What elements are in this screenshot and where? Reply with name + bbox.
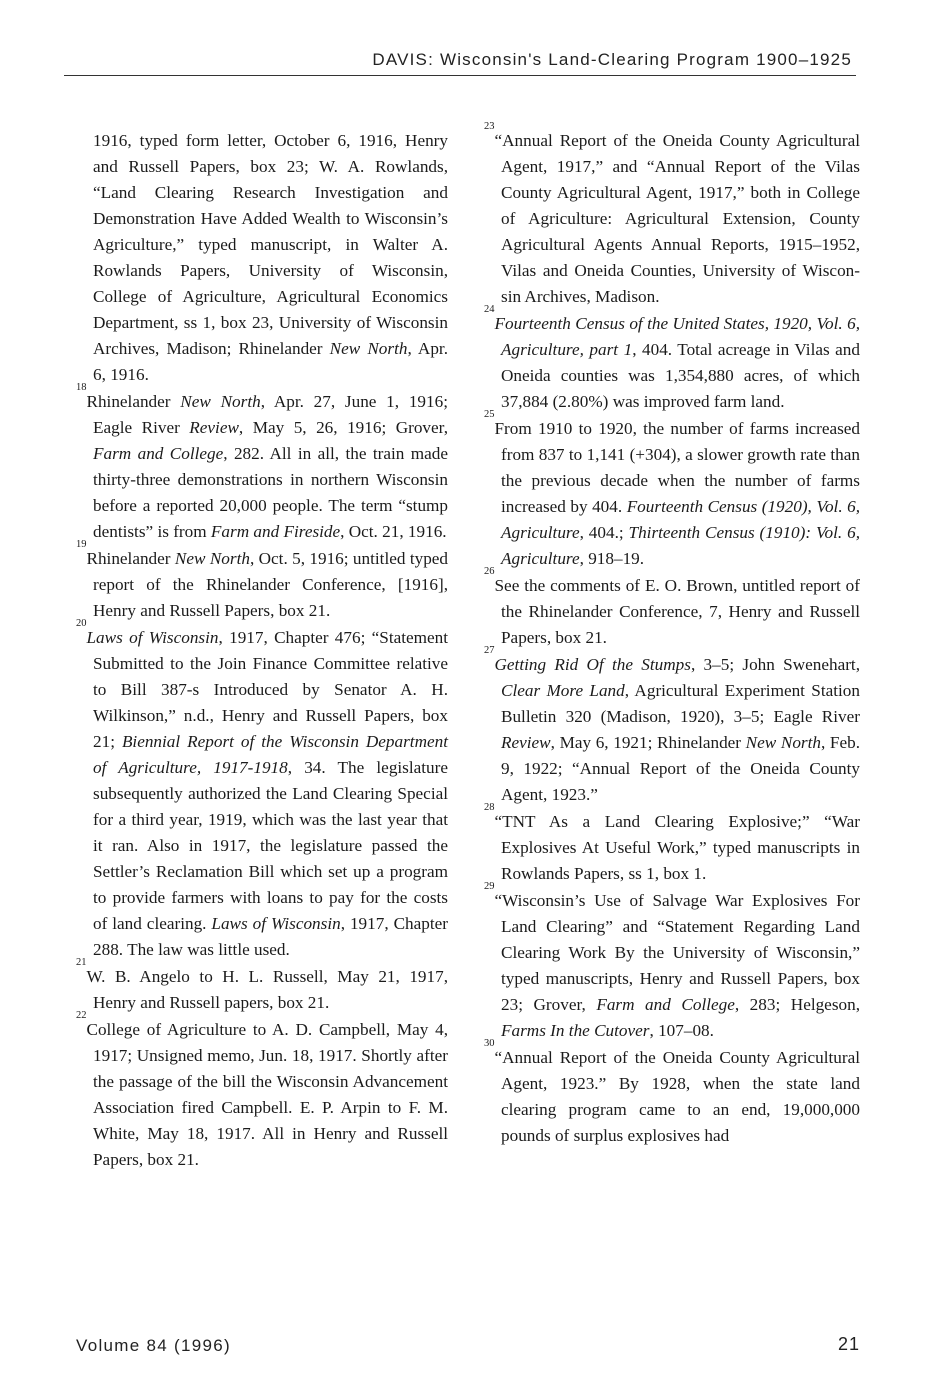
footnote-number: 25 <box>484 409 495 420</box>
footnote-27: $^{27}$Getting Rid Of the Stumps, 3–5; John Swenehart, Clear More Land, Agricultural Experiment Station Bulletin 320 (Madison, 1920), 3–5; Eagle River Review, May 6, 1921; Rhinelander New North, Feb. 9, 1922; “Annual Report of the Oneida County Agent, 1923.” <box>484 645 861 804</box>
footnote-number: 21 <box>76 957 87 968</box>
footnote-number: 24 <box>484 304 495 315</box>
footnote-23: $^{23}$“Annual Report of the Oneida County Agricultural Agent, 1917,” and “Annual Report of the Vilas County Agricultural Agent, 1917,” both in College of Agriculture: Agricultural Extension, County Agricultural Agents Annual Reports, 1915–1952, Vilas and Oneida Counties, University of Wisconsin Archives, Madison. <box>484 121 860 306</box>
footnote-26: $^{26}$See the comments of E. O. Brown, untitled report of the Rhinelander Conference, 7, Henry and Russell Papers, box 21. <box>484 566 860 647</box>
footnote-29: $^{29}$“Wisconsin’s Use of Salvage War Explosives For Land Clearing” and “Statement Regarding Land Clearing Work By the University of Wisconsin,” typed manuscripts, Henry and Russell Papers, box 23; Grover, Farm and College, 283; Helgeson, Farms In the Cutover, 107–08. <box>484 881 860 1040</box>
footnote-number: 28 <box>484 802 495 813</box>
footnote-number: 18 <box>76 382 87 393</box>
left-column <box>76 128 448 1174</box>
footnote-24: $^{24}$Fourteenth Census of the United States, 1920, Vol. 6, Agriculture, part 1, 404. Total acreage in Vilas and Oneida counties was 1,354,880 acres, of which 37,884 (2.80%) was improved farm land. <box>484 304 860 411</box>
footnote-21: $^{21}$W. B. Angelo to H. L. Russell, May 21, 1917, Henry and Russell papers, box 21. <box>76 957 448 1012</box>
footnote-22: $^{22}$College of Agriculture to A. D. Campbell, May 4, 1917; Unsigned memo, Jun. 18, 1917. Shortly after the passage of the bill the Wisconsin Advancement Association fired Campbell. E. P. Arpin to F. M. White, May 18, 1917. All in Henry and Russell Papers, box 21. <box>76 1010 448 1169</box>
right-column <box>484 121 861 1150</box>
footnote-number: 23 <box>484 121 495 132</box>
footnote-25: $^{25}$From 1910 to 1920, the number of farms increased from 837 to 1,141 (+304), a slower growth rate than the previous decade when the number of farms increased by 404. Fourteenth Census (1920), Vol. 6, Agriculture, 404.; Thirteenth Census (1910): Vol. 6, Agriculture, 918–19. <box>484 409 861 568</box>
footnote-number: 20 <box>76 618 87 629</box>
footnote-28: $^{28}$“TNT As a Land Clearing Explosive;” “War Explosives At Useful Work,” typed manuscripts in Rowlands Papers, ss 1, box 1. <box>484 802 860 883</box>
page-number: 21 <box>837 1334 860 1354</box>
footnote-number: 30 <box>484 1038 495 1049</box>
header-rule <box>64 75 856 76</box>
footnote-18: $^{18}$Rhinelander New North, Apr. 27, June 1, 1916; Eagle River Review, May 5, 26, 1916; Grover, Farm and College, 282. All in all, the train made thirty-three demonstrations in northern Wisconsin before a reported 20,000 people. The term “stump dentists” is from Farm and Fireside, Oct. 21, 1916. <box>76 382 449 541</box>
footnote-17-continued: 1916, typed form letter, October 6, 1916, Henry and Russell Papers, box 23; W. A. Rowlands, “Land Clearing Research Investigation and Demonstration Have Added Wealth to Wisconsin’s Agriculture,” typed manuscript, in Walter A. Rowlands Papers, University of Wisconsin, College of Agriculture, Agricultural Economics Department, ss 1, box 23, University of Wisconsin Archives, Madison; Rhinelander New North, Apr. 6, 1916. <box>93 131 448 384</box>
footnote-number: 27 <box>484 645 495 656</box>
volume-label: Volume 84 (1996) <box>76 1336 231 1355</box>
footnote-number: 22 <box>76 1010 87 1021</box>
footnote-19: $^{19}$Rhinelander New North, Oct. 5, 1916; untitled typed report of the Rhinelander Conference, [1916], Henry and Russell Papers, box 21. <box>76 539 449 620</box>
footnote-20: $^{20}$Laws of Wisconsin, 1917, Chapter 476; “Statement Submitted to the Join Finance Committee relative to Bill 387-s Introduced by Senator A. H. Wilkinson,” n.d., Henry and Russell Papers, box 21; Biennial Report of the Wisconsin Department of Agriculture, 1917-1918, 34. The legislature subsequently authorized the Land Clearing Special for a third year, 1919, which was the last year that it ran. Also in 1917, the legislature passed the Settler’s Reclamation Bill which set up a program to provide farmers with loans to pay for the costs of land clearing. Laws of Wisconsin, 1917, Chapter 288. The law was little used. <box>76 618 449 959</box>
footnote-number: 29 <box>484 881 495 892</box>
running-head: DAVIS: Wisconsin's Land-Clearing Program 1900–1925 <box>372 50 852 69</box>
footnote-number: 19 <box>76 539 87 550</box>
footnote-number: 26 <box>484 566 495 577</box>
footnote-30: $^{30}$“Annual Report of the Oneida County Agricultural Agent, 1923.” By 1928, when the state land clearing program came to an end, 19,000,000 pounds of surplus explosives had <box>484 1038 860 1145</box>
